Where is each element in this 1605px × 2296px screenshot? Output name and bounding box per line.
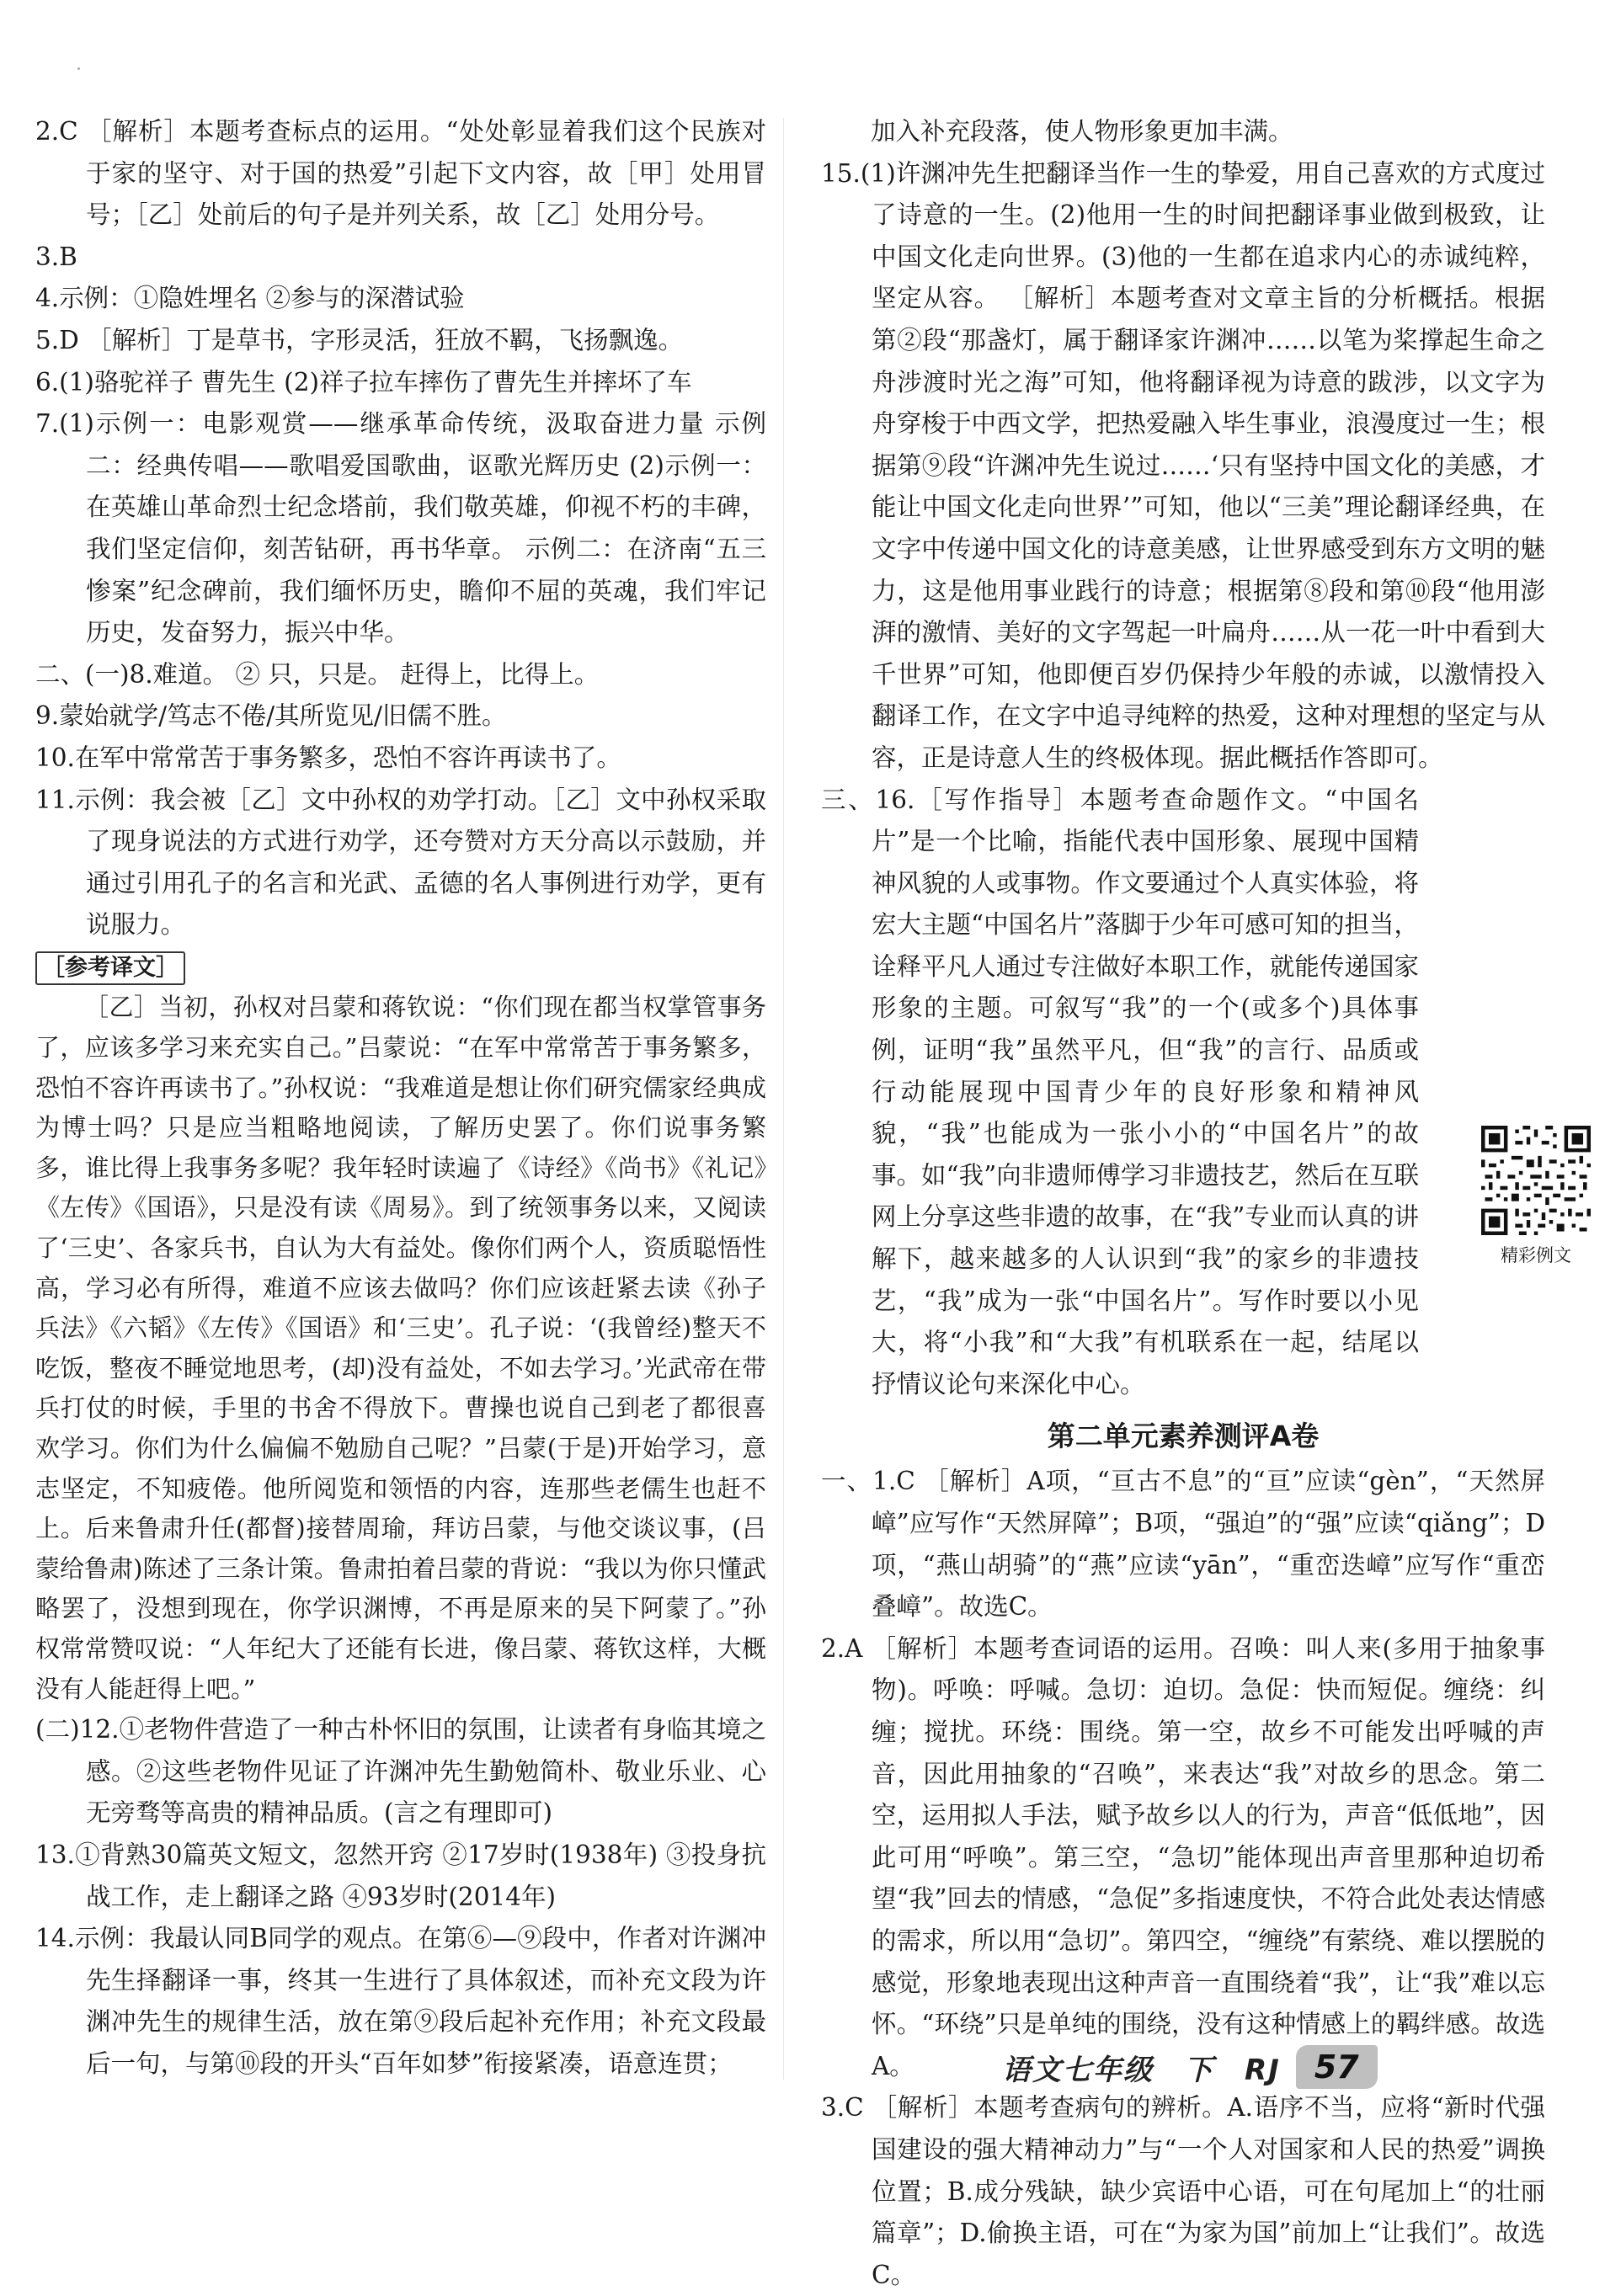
- answer-q10: 10.在军中常常苦于事务繁多，恐怕不容许再读书了。: [35, 743, 621, 772]
- qr-code-icon[interactable]: [1481, 1126, 1591, 1235]
- answer-q6: 6.(1)骆驼祥子 曹先生 (2)祥子拉车摔伤了曹先生并摔坏了车: [35, 367, 692, 397]
- answer-q4: 4.示例：①隐姓埋名 ②参与的深潜试验: [35, 284, 465, 313]
- page-number: 57: [1296, 2045, 1378, 2089]
- answer-q8: 二、(一)8.难道。 ② 只，只是。 赶得上，比得上。: [35, 659, 600, 689]
- answer-q11: 11.示例：我会被［乙］文中孙权的劝学打动。［乙］文中孙权采取了现身说法的方式进行劝学，还夸赞对方天分高以示鼓励，并通过引用孔子的名言和光武、孟德的名人事例进行劝学，更有说服力。: [35, 785, 766, 940]
- answer-q9: 9.蒙始就学/笃志不倦/其所览见/旧儒不胜。: [35, 701, 507, 731]
- right-column: [821, 111, 1545, 2296]
- reference-translation-label: ［参考译文］: [35, 951, 185, 985]
- unit-answer-1: 一、1.C ［解析］A项，“亘古不息”的“亘”应读“gèn”，“天然屏嶂”应写作“天然屏障”；B项，“强迫”的“强”应读“qiǎng”；D项，“燕山胡骑”的“燕”应读“yān”，“重峦迭嶂”应写作“重峦叠嶂”。故选C。: [821, 1467, 1545, 1622]
- answer-q2: 2.C ［解析］本题考查标点的运用。“处处彰显着我们这个民族对于家的坚守、对于国的热爱”引起下文内容，故［甲］处用冒号；［乙］处前后的句子是并列关系，故［乙］处用分号。: [35, 117, 766, 230]
- reference-translation: ［乙］当初，孙权对吕蒙和蒋钦说：“你们现在都当权掌管事务了，应该多学习来充实自己。”吕蒙说：“在军中常常苦于事务繁多，恐怕不容许再读书了。”孙权说：“我难道是想让你们研究儒家经典成为博士吗？只是应当粗略地阅读，了解历史罢了。你们说事务繁多，谁比得上我事务多呢？我年轻时读遍了《诗经》《尚书》《礼记》《左传》《国语》，只是没有读《周易》。到了统领事务以来，又阅读了‘三史’、各家兵书，自认为大有益处。像你们两个人，资质聪悟性高，学习必有所得，难道不应该去做吗？你们应该赶紧去读《孙子兵法》《六韬》《左传》《国语》和‘三史’。孔子说：‘(我曾经)整天不吃饭，整夜不睡觉地思考，(却)没有益处，不如去学习。’光武帝在带兵打仗的时候，手里的书舍不得放下。曹操也说自己到老了都很喜欢学习。你们为什么偏偏不勉励自己呢？”吕蒙(于是)开始学习，意志坚定，不知疲倦。他所阅览和领悟的内容，连那些老儒生也赶不上。后来鲁肃升任(都督)接替周瑜，拜访吕蒙，与他交谈议事，(吕蒙给鲁肃)陈述了三条计策。鲁肃拍着吕蒙的背说：“我以为你只懂武略罢了，没想到现在，你学识渊博，不再是原来的吴下阿蒙了。”孙权常常赞叹说：“人年纪大了还能有长进，像吕蒙、蒋钦这样，大概没有人能赶得上吧。”: [35, 993, 766, 1703]
- answer-q12: (二)12.①老物件营造了一种古朴怀旧的氛围，让读者有身临其境之感。②这些老物件见证了许渊冲先生勤勉简朴、敬业乐业、心无旁骛等高贵的精神品质。(言之有理即可): [35, 1715, 766, 1828]
- left-column: [35, 111, 766, 2086]
- answer-q5: 5.D ［解析］丁是草书，字形灵活，狂放不羁，飞扬飘逸。: [35, 325, 684, 354]
- scan-dot: [77, 67, 80, 70]
- answer-q15: 15.(1)许渊冲先生把翻译当作一生的挚爱，用自己喜欢的方式度过了诗意的一生。(2)他用一生的时间把翻译事业做到极致，让中国文化走向世界。(3)他的一生都在追求内心的赤诚纯粹，坚定从容。 ［解析］本题考查对文章主旨的分析概括。根据第②段“那盏灯，属于翻译家许渊冲……以笔为桨撑起生命之舟涉渡时光之海”可知，他将翻译视为诗意的跋涉，以文字为舟穿梭于中西文学，把热爱融入毕生事业，浪漫度过一生；根据第⑨段“许渊冲先生说过……‘只有坚持中国文化的美感，才能让中国文化走向世界’”可知，他以“三美”理论翻译经典，在文字中传递中国文化的诗意美感，让世界感受到东方文明的魅力，这是他用事业践行的诗意；根据第⑧段和第⑩段“他用澎湃的激情、美好的文字驾起一叶扁舟……从一花一叶中看到大千世界”可知，他即便百岁仍保持少年般的赤诚，以激情投入翻译工作，在文字中追寻纯粹的热爱，这种对理想的坚定与从容，正是诗意人生的终极体现。据此概括作答即可。: [821, 158, 1545, 772]
- qr-block[interactable]: [1479, 1126, 1593, 1267]
- answer-q13: 13.①背熟30篇英文短文，忽然开窍 ②17岁时(1938年) ③投身抗战工作，走上翻译之路 ④93岁时(2014年): [35, 1840, 766, 1911]
- column-divider: [783, 118, 784, 2080]
- answer-q16: 三、16.［写作指导］本题考查命题作文。“中国名片”是一个比喻，指能代表中国形象、展现中国精神风貌的人或事物。作文要通过个人真实体验，将宏大主题“中国名片”落脚于少年可感可知的担当，诠释平凡人通过专注做好本职工作，就能传递国家形象的主题。可叙写“我”的一个(或多个)具体事例，证明“我”虽然平凡，但“我”的言行、品质或行动能展现中国青少年的良好形象和精神风貌，“我”也能成为一张小小的“中国名片”的故事。如“我”向非遗师傅学习非遗技艺，然后在互联网上分享这些非遗的故事，在“我”专业而认真的讲解下，越来越多的人认识到“我”的家乡的非遗技艺，“我”成为一张“中国名片”。写作时要以小见大，将“小我”和“大我”有机联系在一起，结尾以抒情议论句来深化中心。: [821, 785, 1419, 1398]
- unit-title: 第二单元素养测评A卷: [1047, 1420, 1320, 1453]
- answer-q14-continued: 加入补充段落，使人物形象更加丰满。: [821, 117, 1293, 146]
- answer-q7: 7.(1)示例一：电影观赏——继承革命传统，汲取奋进力量 示例二：经典传唱——歌唱爱国歌曲，讴歌光辉历史 (2)示例一：在英雄山革命烈士纪念塔前，我们敬英雄，仰视不朽的丰碑，我们坚定信仰，刻苦钻研，再书华章。 示例二：在济南“五三惨案”纪念碑前，我们缅怀历史，瞻仰不屈的英魂，我们牢记历史，发奋努力，振兴中华。: [35, 409, 766, 647]
- page-footer: [1002, 2038, 1378, 2096]
- qr-caption: 精彩例文: [1501, 1245, 1571, 1265]
- unit-answer-2: 2.A ［解析］本题考查词语的运用。召唤：叫人来(多用于抽象事物)。呼唤：呼喊。急切：迫切。急促：快而短促。缠绕：纠缠；搅扰。环绕：围绕。第一空，故乡不可能发出呼喊的声音，因此用抽象的“召唤”，来表达“我”对故乡的思念。第二空，运用拟人手法，赋予故乡以人的行为，声音“低低地”，因此可用“呼唤”。第三空，“急切”能体现出声音里那种迫切希望“我”回去的情感，“急促”多指速度快，不符合此处表达情感的需求，所以用“急切”。第四空，“缠绕”有萦绕、难以摆脱的感觉，形象地表现出这种声音一直围绕着“我”，让“我”难以忘怀。“环绕”只是单纯的围绕，没有这种情感上的羁绊感。故选A。: [821, 1633, 1545, 2080]
- unit-answer-3: 3.C ［解析］本题考查病句的辨析。A.语序不当，应将“新时代强国建设的强大精神动力”与“一个人对国家和人民的热爱”调换位置；B.成分残缺，缺少宾语中心语，可在句尾加上“的壮丽篇章”；D.偷换主语，可在“为家为国”前加上“让我们”。故选C。: [821, 2093, 1545, 2289]
- footer-subject: 语文七年级 下 RJ: [1002, 2053, 1281, 2087]
- answer-q3: 3.B: [35, 242, 77, 271]
- answer-q14: 14.示例：我最认同B同学的观点。在第⑥—⑨段中，作者对许渊冲先生择翻译一事，终其一生进行了具体叙述，而补充文段为许渊冲先生的规律生活，放在第⑨段后起补充作用；补充文段最后一句，与第⑩段的开头“百年如梦”衔接紧凑，语意连贯；: [35, 1924, 766, 2078]
